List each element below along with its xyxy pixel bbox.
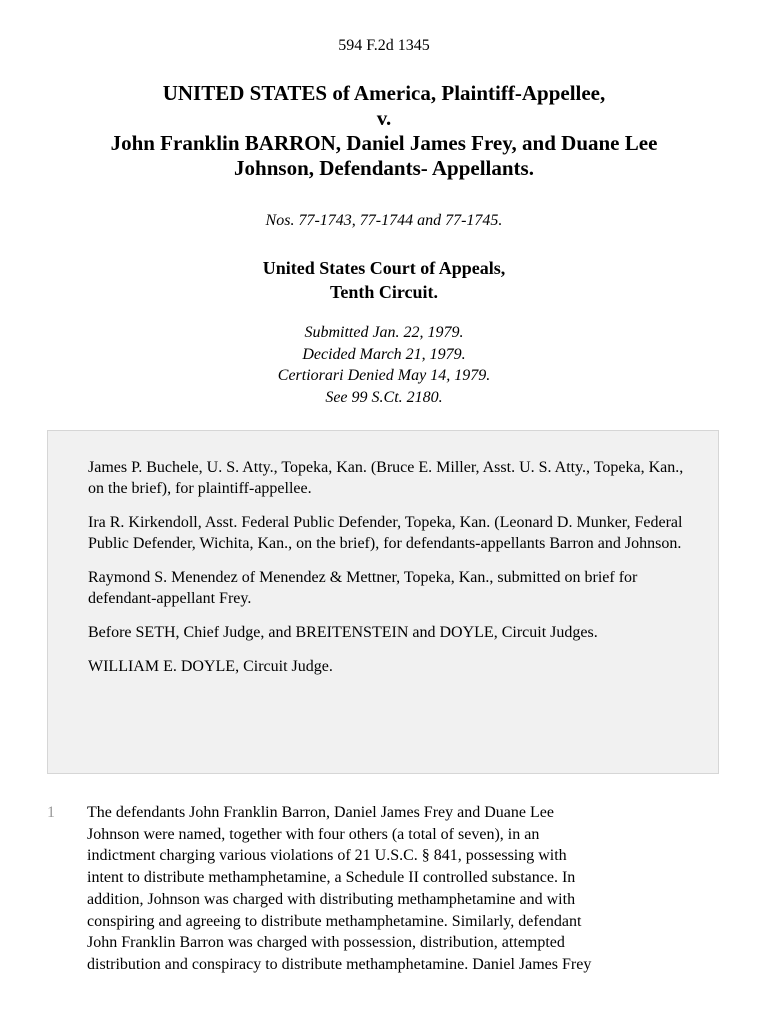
panel-judges: Before SETH, Chief Judge, and BREITENSTEIN and DOYLE, Circuit Judges.: [88, 624, 598, 641]
title-line: Johnson, Defendants- Appellants.: [234, 156, 534, 180]
court-line: United States Court of Appeals,: [262, 258, 506, 278]
paragraph-line: distribution and conspiracy to distribute methamphetamine. Daniel James Frey: [87, 955, 592, 973]
paragraph-line: Johnson were named, together with four others (a total of seven), in an: [87, 825, 540, 843]
case-title: [40, 81, 728, 181]
paragraph-line: intent to distribute methamphetamine, a Schedule II controlled substance. In: [87, 869, 576, 887]
date-line: Submitted Jan. 22, 1979.: [304, 324, 464, 341]
counsel-entry: James P. Buchele, U. S. Atty., Topeka, Kan. (Bruce E. Miller, Asst. U. S. Atty., Topeka, Kan., on the brief), for plaintiff-appellee.: [88, 459, 684, 497]
paragraph-line: The defendants John Franklin Barron, Daniel James Frey and Duane Lee: [87, 804, 554, 821]
paragraph-text: [87, 802, 719, 976]
title-line: UNITED STATES of America, Plaintiff-Appellee,: [162, 81, 606, 105]
paragraph-line: indictment charging various violations of 21 U.S.C. § 841, possessing with: [87, 847, 567, 865]
court-name: [0, 256, 768, 304]
case-dates: [0, 322, 768, 408]
paragraph-line: John Franklin Barron was charged with possession, distribution, attempted: [87, 934, 565, 952]
court-line: Tenth Circuit.: [329, 282, 439, 302]
title-line: John Franklin BARRON, Daniel James Frey, and Duane Lee: [110, 131, 658, 155]
paragraph-line: conspiring and agreeing to distribute methamphetamine. Similarly, defendant: [87, 912, 582, 930]
paragraph-line: addition, Johnson was charged with distributing methamphetamine and with: [87, 890, 576, 908]
counsel-entry: Raymond S. Menendez of Menendez & Mettner, Topeka, Kan., submitted on brief for defendant-appellant Frey.: [88, 569, 638, 607]
date-line: Certiorari Denied May 14, 1979.: [277, 367, 491, 384]
counsel-box: [47, 430, 719, 774]
opinion-author: WILLIAM E. DOYLE, Circuit Judge.: [88, 658, 333, 675]
counsel-entry: Ira R. Kirkendoll, Asst. Federal Public Defender, Topeka, Kan. (Leonard D. Munker, Federal Public Defender, Wichita, Kan., on the brief), for defendants-appellants Barron and Johnson.: [88, 514, 683, 552]
paragraph-number: 1: [47, 804, 55, 821]
case-citation: 594 F.2d 1345: [338, 37, 430, 54]
date-line: Decided March 21, 1979.: [302, 345, 466, 363]
date-line: See 99 S.Ct. 2180.: [325, 388, 443, 406]
title-line: v.: [376, 106, 392, 130]
docket-numbers: Nos. 77-1743, 77-1744 and 77-1745.: [265, 212, 503, 229]
